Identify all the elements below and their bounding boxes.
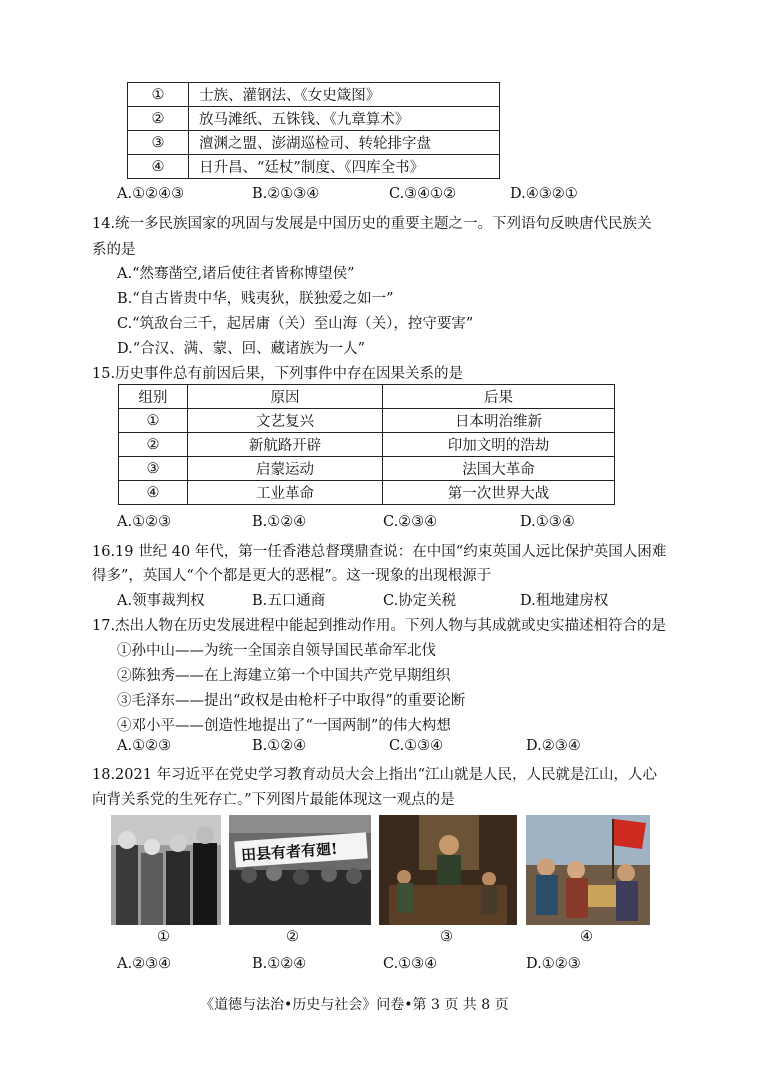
q16-stem-line2: 得多”，英国人“个个都是更大的恶棍”。这一现象的出现根源于: [92, 568, 492, 584]
table-cell: 印加文明的浩劫: [383, 433, 615, 457]
q15-option-a: A.①②③: [117, 514, 172, 530]
table-row: [119, 409, 615, 433]
row-number: ②: [128, 107, 189, 131]
row-content: 士族、灌钢法、《女史箴图》: [189, 83, 500, 107]
table-cell: 新航路开辟: [188, 433, 383, 457]
photo-label-2: ②: [286, 929, 299, 945]
page-footer: 《道德与法治•历史与社会》问卷•第 3 页 共 8 页: [200, 997, 509, 1013]
q17-item-1: ①孙中山——为统一全国亲自领导国民革命军北伐: [117, 643, 436, 659]
photo-label-4: ④: [580, 929, 593, 945]
q17-item-2: ②陈独秀——在上海建立第一个中国共产党早期组织: [117, 668, 451, 684]
q13-option-d: D.④③②①: [510, 186, 578, 202]
table-header-row: [119, 385, 615, 409]
photo-4-red-flag-painting: [526, 815, 650, 925]
photo-2-crowd-banner: [229, 815, 371, 925]
table-row: [128, 107, 500, 131]
column-header: 后果: [383, 385, 615, 409]
q16-option-a: A.领事裁判权: [117, 593, 205, 609]
table-row: [128, 155, 500, 179]
q18-option-d: D.①②③: [526, 956, 581, 972]
column-header: 原因: [188, 385, 383, 409]
q13-option-a: A.①②④③: [117, 186, 185, 202]
q14-option-d: D.“合汉、满、蒙、回、藏诸族为一人”: [117, 341, 366, 357]
row-content: 日升昌、“廷杖”制度、《四库全书》: [189, 155, 500, 179]
q16-option-c: C.协定关税: [383, 593, 457, 609]
table-cell: 法国大革命: [383, 457, 615, 481]
table-cell: ④: [119, 481, 188, 505]
q13-option-c: C.③④①②: [389, 186, 457, 202]
q16-option-b: B.五口通商: [252, 593, 326, 609]
q13-table: [127, 82, 500, 179]
q18-option-c: C.①③④: [383, 956, 438, 972]
q16-option-d: D.租地建房权: [520, 593, 609, 609]
q14-option-b: B.“自古皆贵中华，贱夷狄，朕独爱之如一”: [117, 291, 394, 307]
q17-item-3: ③毛泽东——提出“政权是由枪杆子中取得”的重要论断: [117, 693, 466, 709]
row-number: ③: [128, 131, 189, 155]
q14-stem-line2: 系的是: [92, 242, 136, 258]
q13-option-b: B.②①③④: [252, 186, 320, 202]
row-number: ①: [128, 83, 189, 107]
row-content: 澶渊之盟、澎湖巡检司、转轮排字盘: [189, 131, 500, 155]
q14-option-c: C.“筑敌台三千，起居庸（关）至山海（关），控守要害”: [117, 316, 474, 332]
q18-option-b: B.①②④: [252, 956, 307, 972]
photo-label-3: ③: [440, 929, 453, 945]
photo-label-1: ①: [157, 929, 170, 945]
table-cell: ②: [119, 433, 188, 457]
q17-option-a: A.①②③: [117, 738, 172, 754]
row-number: ④: [128, 155, 189, 179]
table-cell: 第一次世界大战: [383, 481, 615, 505]
q18-stem-line1: 18.2021 年习近平在党史学习教育动员大会上指出“江山就是人民，人民就是江山，人心: [92, 767, 657, 783]
q18-stem-line2: 向背关系党的生死存亡。”下列图片最能体现这一观点的是: [92, 792, 455, 808]
q17-option-d: D.②③④: [526, 738, 581, 754]
table-row: [119, 433, 615, 457]
table-cell: ①: [119, 409, 188, 433]
table-row: [128, 131, 500, 155]
table-row: [119, 481, 615, 505]
table-cell: ③: [119, 457, 188, 481]
q18-option-a: A.②③④: [117, 956, 172, 972]
table-cell: 启蒙运动: [188, 457, 383, 481]
table-cell: 日本明治维新: [383, 409, 615, 433]
q15-option-c: C.②③④: [383, 514, 438, 530]
table-cell: 工业革命: [188, 481, 383, 505]
q14-stem-line1: 14.统一多民族国家的巩固与发展是中国历史的重要主题之一。下列语句反映唐代民族关: [92, 216, 652, 232]
q17-option-c: C.①③④: [389, 738, 444, 754]
q17-item-4: ④邓小平——创造性地提出了“一国两制”的伟大构想: [117, 718, 451, 734]
q15-option-d: D.①③④: [520, 514, 575, 530]
q14-option-a: A.“然骞凿空,诸后使往者皆称博望侯”: [117, 266, 355, 282]
table-row: [128, 83, 500, 107]
q15-option-b: B.①②④: [252, 514, 307, 530]
q16-stem-line1: 16.19 世纪 40 年代，第一任香港总督璞鼎查说：在中国“约束英国人远比保护英国人困难: [92, 544, 667, 560]
table-row: [119, 457, 615, 481]
photo-3-painting: [379, 815, 517, 925]
table-cell: 文艺复兴: [188, 409, 383, 433]
q17-option-b: B.①②④: [252, 738, 307, 754]
row-content: 放马滩纸、五铢钱、《九章算术》: [189, 107, 500, 131]
q15-stem: 15.历史事件总有前因后果，下列事件中存在因果关系的是: [92, 366, 464, 382]
photo-1-historical-figures: [111, 815, 221, 925]
column-header: 组别: [119, 385, 188, 409]
banner-text: 田县有者有廻!: [240, 839, 339, 865]
q17-stem: 17.杰出人物在历史发展进程中能起到推动作用。下列人物与其成就或史实描述相符合的是: [92, 618, 667, 634]
q15-table: [118, 384, 615, 505]
